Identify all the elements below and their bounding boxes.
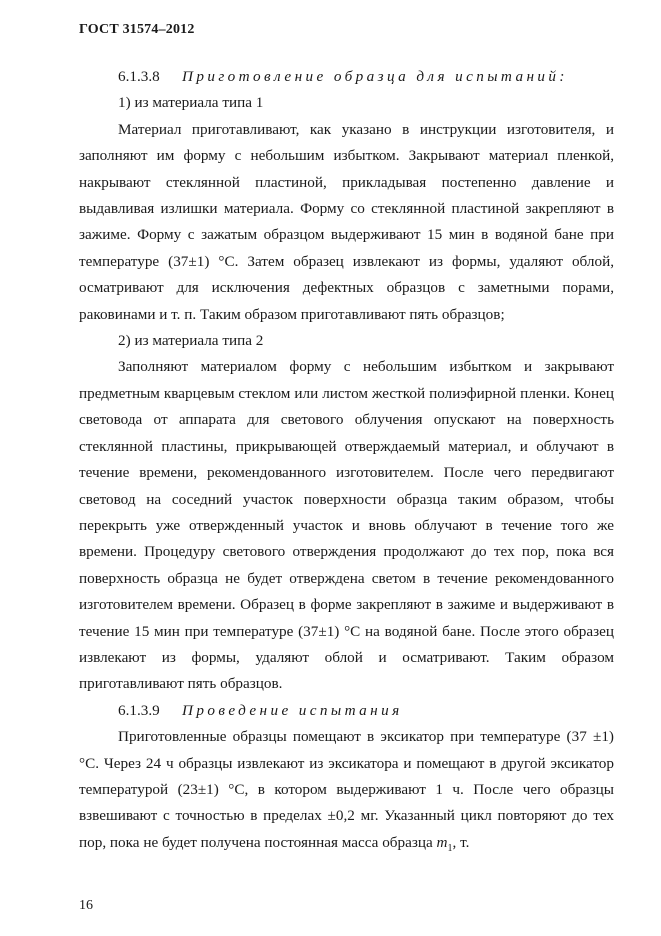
document-header: ГОСТ 31574–2012 (79, 22, 195, 37)
section-heading-6-1-3-9 (79, 698, 614, 724)
mass-variable: m (436, 833, 448, 851)
list-item-material-type-1: 1) из материала типа 1 (118, 94, 264, 112)
paragraph-type-2-preparation: Заполняют материалом форму с небольшим избытком и закрывают предметным кварцевым стеклом или листом жесткой полиэфирной пленки. Конец световода от аппарата для светового облучения опускают на поверхность стеклянной пластины, прикрывающей отверждаемый материал, и облучают в течение времени, рекомендованного изготовителем. После чего передвигают световод на соседний участок поверхности образца таким образом, чтобы перекрыть уже отвержденный участок и вновь облучают в течение того же времени. Процедуру светового отверждения продолжают до тех пор, пока вся поверхность образца не будет отверждена светом в течение рекомендованного изготовителем времени. Образец в форме закрепляют в зажиме и выдерживают в течение 15 мин при температуре (37±1) °С на водяной бане. После этого образец извлекают из формы, удаляют облой и осматривают. Таким образом приготавливают пять образцов. (79, 358, 614, 693)
paragraph-testing-procedure (79, 724, 614, 856)
section-title: Проведение испытания (182, 701, 403, 719)
paragraph-text: Приготовленные образцы помещают в эксикатор при температуре (37 ±1) °С. Через 24 ч образцы извлекают из эксикатора и помещают в другой эксикатор температурой (23±1) °С, в котором выдерживают 1 ч. После чего образцы взвешивают с точностью в пределах ±0,2 мг. Указанный цикл повторяют до тех пор, пока не будет получена постоянная масса образца (79, 728, 614, 851)
paragraph-text-tail: , т. (452, 833, 470, 851)
page-number: 16 (79, 898, 93, 913)
mass-variable-subscript: 1 (447, 842, 453, 854)
list-item-material-type-2: 2) из материала типа 2 (118, 332, 264, 350)
section-title: Приготовление образца для испытаний: (182, 68, 568, 85)
document-body (79, 64, 614, 856)
section-heading-6-1-3-8 (79, 64, 614, 90)
section-number: 6.1.3.9 (118, 701, 160, 719)
section-number: 6.1.3.8 (118, 68, 160, 85)
paragraph-type-1-preparation: Материал приготавливают, как указано в инструкции изготовителя, и заполняют им форму с небольшим избытком. Закрывают материал пленкой, накрывают стеклянной пластиной, прикладывая постепенно давление и выдавливая излишки материала. Форму со стеклянной пластиной закрепляют в зажиме. Форму с зажатым образцом выдерживают 15 мин в водяной бане при температуре (37±1) °С. Затем образец извлекают из формы, удаляют облой, осматривают для исключения дефектных образцов с заметными порами, раковинами и т. п. Таким образом приготавливают пять образцов; (79, 120, 614, 323)
